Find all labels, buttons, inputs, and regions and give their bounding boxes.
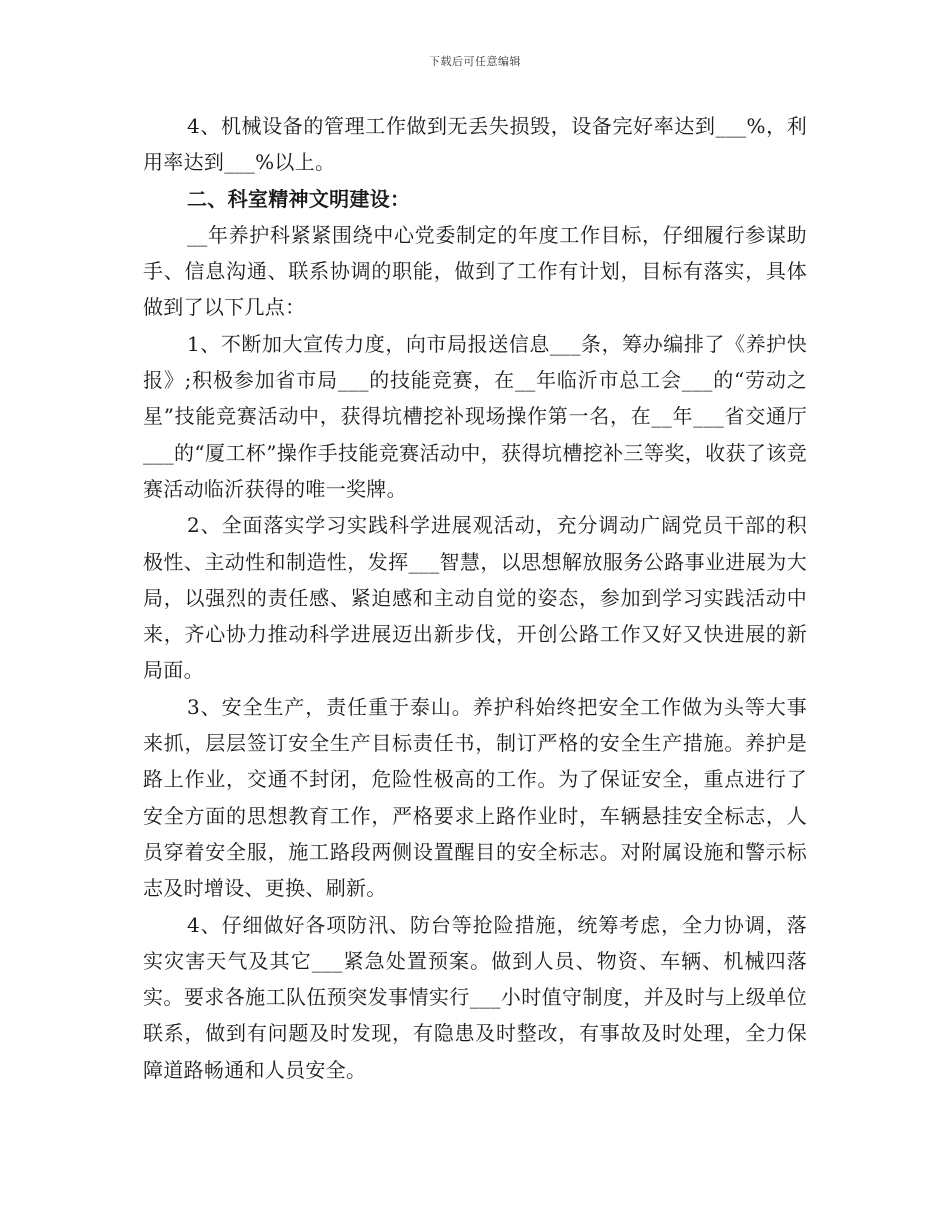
paragraph-annual-goals: __年养护科紧紧围绕中心党委制定的年度工作目标，仔细履行参谋助手、信息沟通、联系协调的职能，做到了工作有计划，目标有落实，具体做到了以下几点： — [143, 222, 807, 320]
paragraph-flood-prevention: 4、仔细做好各项防汛、防台等抢险措施，统筹考虑，全力协调，落实灾害天气及其它___紧急处置预案。做到人员、物资、车辆、机械四落实。要求各施工队伍预突发事情实行___小时值守制度，并及时与上级单位联系，做到有问题及时发现，有隐患及时整改，有事故及时处理，全力保障道路畅通和人员安全。 — [143, 912, 807, 1082]
page-header: 下载后可任意编辑 — [429, 55, 521, 68]
section-heading-spiritual-civilization: 二、科室精神文明建设： — [187, 186, 411, 211]
paragraph-safety-production: 3、安全生产，责任重于泰山。养护科始终把安全工作做为头等大事来抓，层层签订安全生产目标责任书，制订严格的安全生产措施。养护是路上作业，交通不封闭，危险性极高的工作。为了保证安全，重点进行了安全方面的思想教育工作，严格要求上路作业时，车辆悬挂安全标志，人员穿着安全服，施工路段两侧设置醒目的安全标志。对附属设施和警示标志及时增设、更换、刷新。 — [143, 694, 807, 901]
document-body — [143, 108, 807, 1088]
paragraph-publicity: 1、不断加大宣传力度，向市局报送信息___条，筹办编排了《养护快报》;积极参加省市局___的技能竞赛，在__年临沂市总工会___的“劳动之星”技能竞赛活动中，获得坑槽挖补现场操作第一名，在__年___省交通厅___的“厦工杯”操作手技能竞赛活动中，获得坑槽挖补三等奖，收获了该竞赛活动临沂获得的唯一奖牌。 — [143, 331, 807, 501]
paragraph-equipment-management: 4、机械设备的管理工作做到无丢失损毁，设备完好率达到___%，利用率达到___%以上。 — [143, 114, 807, 175]
paragraph-scientific-development: 2、全面落实学习实践科学进展观活动，充分调动广阔党员干部的积极性、主动性和制造性，发挥___智慧，以思想解放服务公路事业进展为大局，以强烈的责任感、紧迫感和主动自觉的姿态，参加到学习实践活动中来，齐心协力推动科学进展迈出新步伐，开创公路工作又好又快进展的新局面。 — [143, 513, 807, 683]
